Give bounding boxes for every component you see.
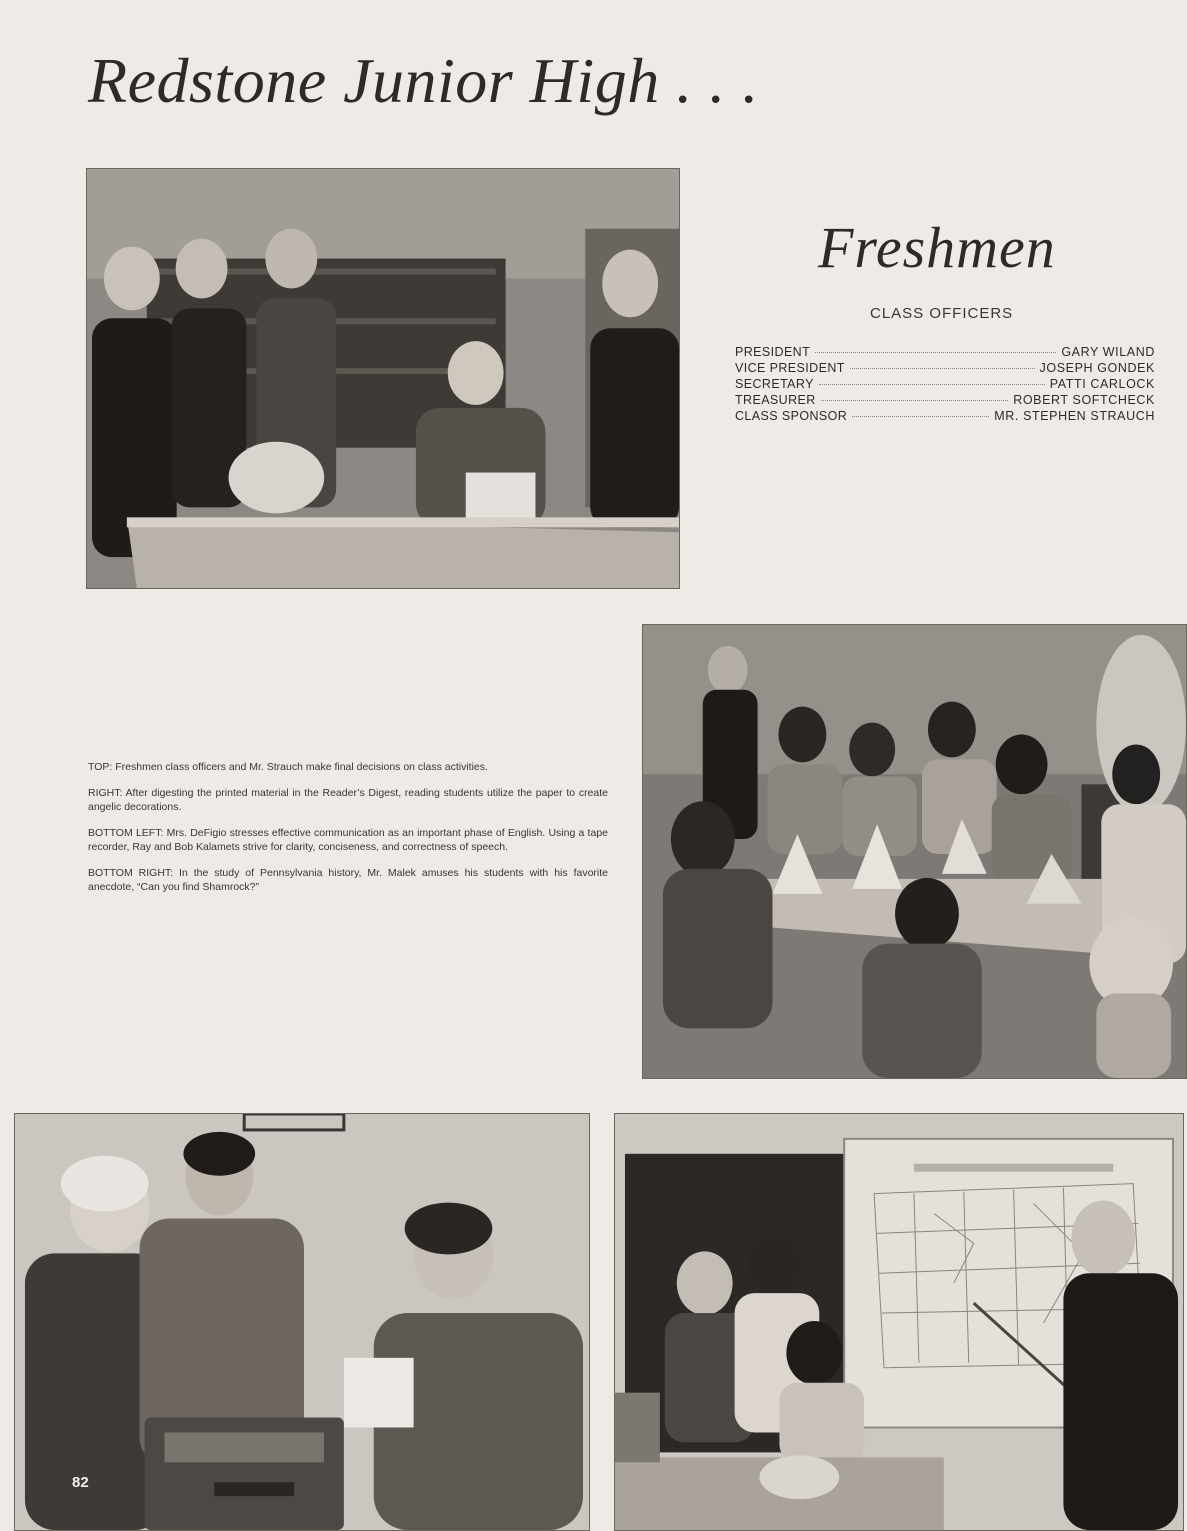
officer-title: PRESIDENT <box>735 345 811 359</box>
dot-leader <box>815 352 1056 353</box>
pennsylvania-map-photo <box>614 1113 1184 1531</box>
class-officers-photo <box>86 168 680 589</box>
class-officers-list <box>735 345 1155 425</box>
tape-recorder-photo <box>14 1113 590 1531</box>
officer-name: JOSEPH GONDEK <box>1039 361 1155 375</box>
dot-leader <box>819 384 1045 385</box>
caption-bottom-left: BOTTOM LEFT: Mrs. DeFigio stresses effective communication as an important phase of English. Using a tape recorder, Ray and Bob Kalamets strive for clarity, conciseness, and correctness of speech. <box>88 827 608 853</box>
officer-name: ROBERT SOFTCHECK <box>1013 393 1155 407</box>
page-title: Redstone Junior High . . . <box>88 45 759 116</box>
dot-leader <box>852 416 989 417</box>
officer-row-secretary <box>735 377 1155 393</box>
officer-row-treasurer <box>735 393 1155 409</box>
section-title: Freshmen <box>818 215 1056 280</box>
officer-title: TREASURER <box>735 393 816 407</box>
angel-decorations-photo <box>642 624 1187 1079</box>
officer-name: PATTI CARLOCK <box>1049 377 1155 391</box>
page-number: 82 <box>72 1474 89 1491</box>
caption-bottom-right: BOTTOM RIGHT: In the study of Pennsylvania history, Mr. Malek amuses his students with his favorite anecdote, “Can you find Shamrock?” <box>88 867 608 893</box>
dot-leader <box>850 368 1035 369</box>
officer-row-class-sponsor <box>735 409 1155 425</box>
caption-right: RIGHT: After digesting the printed material in the Reader’s Digest, reading students utilize the paper to create angelic decorations. <box>88 787 608 813</box>
officer-title: SECRETARY <box>735 377 814 391</box>
officer-name: MR. STEPHEN STRAUCH <box>994 409 1155 423</box>
class-officers-heading: CLASS OFFICERS <box>870 305 1014 322</box>
dot-leader <box>821 400 1009 401</box>
officer-title: VICE PRESIDENT <box>735 361 845 375</box>
officer-name: GARY WILAND <box>1061 345 1155 359</box>
officer-row-vice-president <box>735 361 1155 377</box>
officer-title: CLASS SPONSOR <box>735 409 848 423</box>
officer-row-president <box>735 345 1155 361</box>
photo-captions <box>88 760 608 906</box>
caption-top: TOP: Freshmen class officers and Mr. Strauch make final decisions on class activities. <box>88 761 488 773</box>
